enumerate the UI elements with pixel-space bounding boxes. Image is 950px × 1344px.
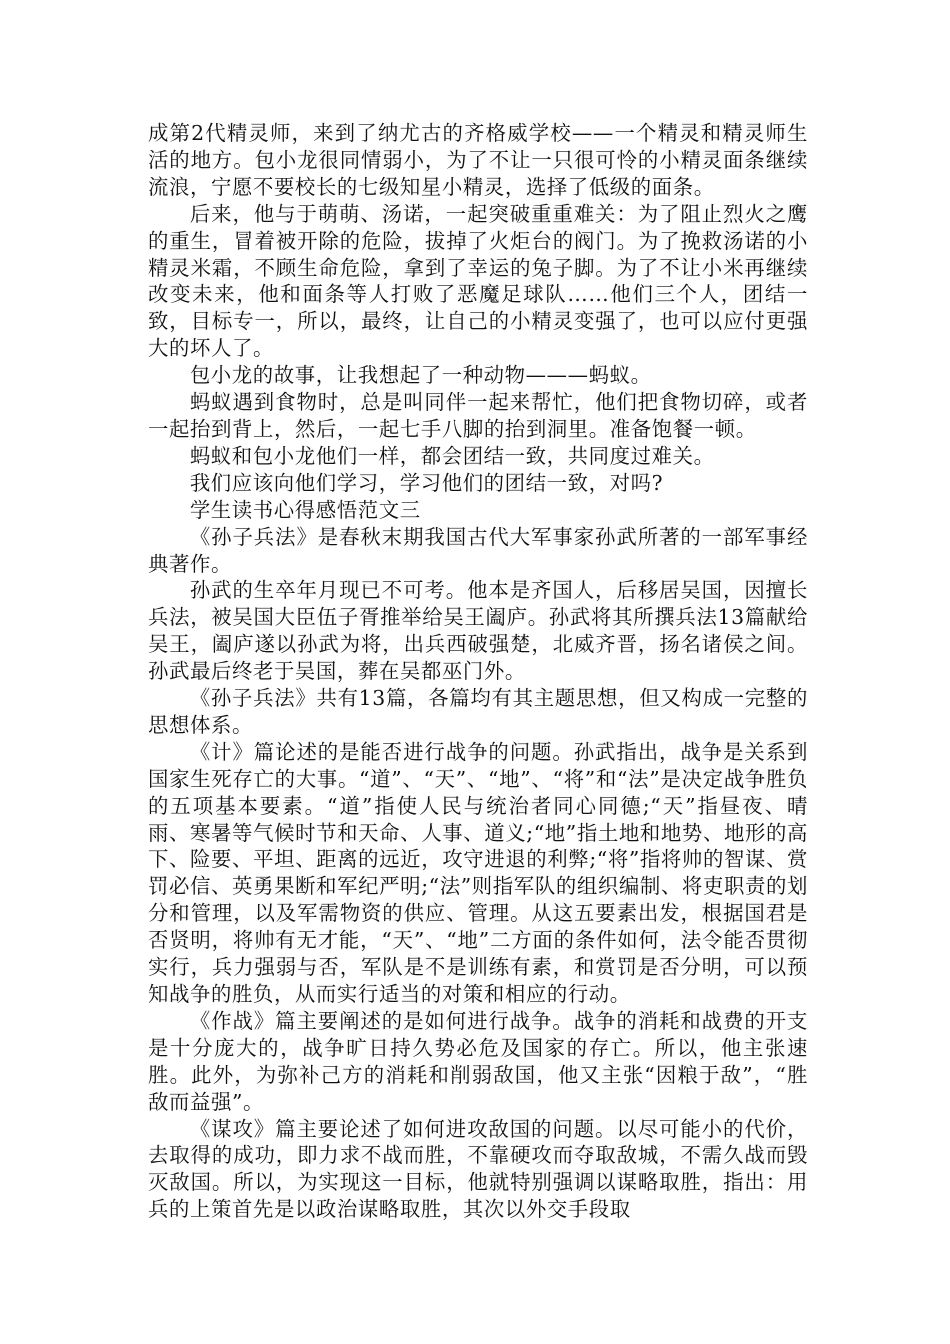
section-heading: 学生读书心得感悟范文三 [189,497,421,522]
document-body [148,120,808,1223]
paragraph-thirteen-chapters: 《孙子兵法》共有13篇，各篇均有其主题思想，但又构成一完整的思想体系。 [148,686,808,737]
paragraph-ant-intro: 包小龙的故事，让我想起了一种动物———蚂蚁。 [189,363,652,388]
paragraph-sunzi-intro: 《孙子兵法》是春秋末期我国古代大军事家孙武所著的一部军事经典著作。 [148,524,808,576]
paragraph-ant-food: 蚂蚁遇到食物时，总是叫同伴一起来帮忙，他们把食物切碎，或者一起抬到背上，然后，一起七手八脚的抬到洞里。准备饱餐一顿。 [148,390,808,441]
paragraph-sunwu: 孙武的生卒年月现已不可考。他本是齐国人，后移居吴国，因擅长兵法，被吴国大臣伍子胥推举给吴王阖庐。孙武将其所撰兵法13篇献给吴王，阖庐遂以孙武为将，出兵西破强楚，北威齐晋，扬名诸侯之间。孙武最后终老于吴国，葬在吴都巫门外。 [148,578,808,684]
paragraph-later: 后来，他与于萌萌、汤诺，一起突破重重难关：为了阻止烈火之鹰的重生，冒着被开除的危险，拔掉了火炬台的阀门。为了挽救汤诺的小精灵米霜，不顾生命危险，拿到了幸运的兔子脚。为了不让小米再继续改变未来，他和面条等人打败了恶魔足球队……他们三个人，团结一致，目标专一，所以，最终，让自己的小精灵变强了，也可以应付更强大的坏人了。 [148,201,808,361]
paragraph-mougong-chapter: 《谋攻》篇主要论述了如何进攻敌国的问题。以尽可能小的代价，去取得的成功，即力求不战而胜，不靠硬攻而夺取敌城，不需久战而毁灭敌国。所以，为实现这一目标，他就特别强调以谋略取胜，指出：用兵的上策首先是以政治谋略取胜，其次以外交手段取 [148,1116,808,1222]
paragraph-zuozhan-chapter: 《作战》篇主要阐述的是如何进行战争。战争的消耗和战费的开支是十分庞大的，战争旷日持久势必危及国家的存亡。所以，他主张速胜。此外，为弥补己方的消耗和削弱敌国，他又主张“因粮于敌”，“胜敌而益强”。 [148,1008,808,1114]
paragraph-learn: 我们应该向他们学习，学习他们的团结一致，对吗? [189,470,664,495]
paragraph-continuation: 成第2代精灵师，来到了纳尤古的齐格威学校——一个精灵和精灵师生活的地方。包小龙很同情弱小，为了不让一只很可怜的小精灵面条继续流浪，宁愿不要校长的七级知星小精灵，选择了低级的面条。 [148,121,808,199]
paragraph-ji-chapter: 《计》篇论述的是能否进行战争的问题。孙武指出，战争是关系到国家生死存亡的大事。“道”、“天”、“地”、“将”和“法”是决定战争胜负的五项基本要素。“道”指使人民与统治者同心同德;“天”指昼夜、晴雨、寒暑等气候时节和天命、人事、道义;“地”指土地和地势、地形的高下、险要、平坦、距离的远近，攻守进退的利弊;“将”指将帅的智谋、赏罚必信、英勇果断和军纪严明;“法”则指军队的组织编制、将吏职责的划分和管理，以及军需物资的供应、管理。从这五要素出发，根据国君是否贤明，将帅有无才能，“天”、“地”二方面的条件如何，法令能否贯彻实行，兵力强弱与否，军队是不是训练有素，和赏罚是否分明，可以预知战争的胜负，从而实行适当的对策和相应的行动。 [148,739,808,1006]
paragraph-ant-unity: 蚂蚁和包小龙他们一样，都会团结一致，共同度过难关。 [189,443,715,468]
